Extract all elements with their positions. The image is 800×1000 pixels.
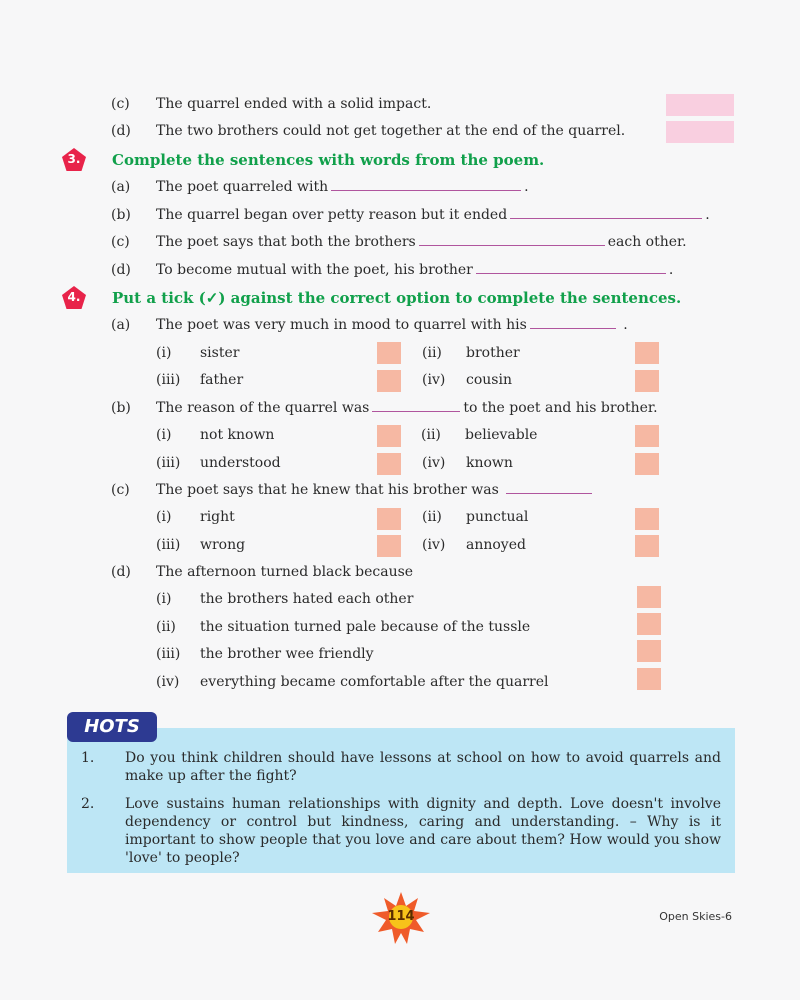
tick-box[interactable]: [635, 425, 659, 447]
option-number: (iv): [156, 674, 180, 690]
page-number: 114: [387, 909, 415, 924]
fill-blank[interactable]: [372, 399, 460, 412]
tick-box[interactable]: [637, 668, 661, 690]
option-number: (ii): [422, 345, 442, 361]
item-label: (b): [111, 207, 131, 223]
question-number-badge: [61, 285, 87, 311]
fill-blank[interactable]: [510, 206, 702, 219]
fill-blank-sentence: The poet says that he knew that his brother was: [156, 481, 595, 499]
answer-box[interactable]: [666, 121, 734, 143]
fill-blank[interactable]: [419, 233, 605, 246]
book-title: Open Skies-6: [659, 910, 732, 923]
option-text: not known: [200, 427, 275, 443]
tick-box[interactable]: [635, 342, 659, 364]
option-number: (iii): [156, 646, 181, 662]
fill-blank-sentence: The poet was very much in mood to quarrel with his .: [156, 317, 628, 333]
tick-box[interactable]: [377, 453, 401, 475]
option-number: (ii): [156, 619, 176, 635]
tick-box[interactable]: [377, 342, 401, 364]
option-text: the situation turned pale because of the tussle: [200, 619, 531, 635]
fill-blank-sentence: To become mutual with the poet, his brother .: [156, 262, 674, 278]
option-text: father: [200, 372, 244, 388]
option-text: believable: [465, 427, 538, 443]
option-text: wrong: [200, 537, 246, 553]
hots-item-number: 1.: [81, 750, 95, 766]
fill-blank-sentence: The quarrel began over petty reason but it ended .: [156, 207, 710, 223]
tick-box[interactable]: [377, 508, 401, 530]
option-number: (iv): [422, 372, 446, 388]
option-text: known: [466, 455, 513, 471]
fill-blank[interactable]: [331, 178, 521, 191]
option-text: the brothers hated each other: [200, 591, 414, 607]
q2-item-label: (d): [111, 123, 131, 139]
tick-box[interactable]: [377, 535, 401, 557]
tick-box[interactable]: [637, 640, 661, 662]
tick-box[interactable]: [635, 453, 659, 475]
fill-blank-sentence: The reason of the quarrel was to the poet and his brother.: [156, 400, 658, 416]
tick-box[interactable]: [635, 370, 659, 392]
tick-box[interactable]: [377, 425, 401, 447]
question-number: 4.: [67, 290, 81, 304]
question-number: 3.: [67, 152, 81, 166]
tick-box[interactable]: [635, 535, 659, 557]
option-number: (iv): [422, 455, 446, 471]
fill-blank-sentence: The poet quarreled with .: [156, 179, 529, 195]
question-number-badge: [61, 147, 87, 173]
option-text: sister: [200, 345, 240, 361]
option-number: (iv): [422, 537, 446, 553]
option-number: (iii): [156, 537, 181, 553]
option-text: annoyed: [466, 537, 526, 553]
item-label: (b): [111, 400, 131, 416]
option-text: brother: [466, 345, 520, 361]
tick-box[interactable]: [637, 613, 661, 635]
option-number: (i): [156, 591, 172, 607]
q2-item-text: The two brothers could not get together at the end of the quarrel.: [156, 123, 626, 139]
hots-item-number: 2.: [81, 796, 95, 812]
option-text: right: [200, 509, 235, 525]
option-number: (ii): [421, 427, 441, 443]
item-label: (a): [111, 179, 131, 195]
option-text: the brother wee friendly: [200, 646, 374, 662]
question-heading: Put a tick (✓) against the correct option to complete the sentences.: [112, 289, 682, 307]
item-label: (c): [111, 234, 130, 250]
hots-title: HOTS: [67, 712, 157, 742]
item-label: (c): [111, 482, 130, 498]
fill-blank-sentence: The poet says that both the brothers each other.: [156, 234, 687, 250]
fill-blank[interactable]: [530, 316, 616, 329]
fill-blank[interactable]: [506, 481, 592, 494]
tick-box[interactable]: [377, 370, 401, 392]
q2-item-label: (c): [111, 96, 130, 112]
option-number: (i): [156, 427, 172, 443]
hots-item-text: Do you think children should have lessons at school on how to avoid quarrels and make up after the fight?: [125, 750, 721, 784]
item-label: (d): [111, 262, 131, 278]
tick-box[interactable]: [635, 508, 659, 530]
fill-blank[interactable]: [476, 261, 666, 274]
answer-box[interactable]: [666, 94, 734, 116]
item-label: (d): [111, 564, 131, 580]
option-text: understood: [200, 455, 281, 471]
page-number-badge: [372, 892, 430, 944]
option-number: (iii): [156, 455, 181, 471]
option-number: (iii): [156, 372, 181, 388]
question-text: The afternoon turned black because: [156, 564, 414, 580]
option-number: (i): [156, 345, 172, 361]
option-text: cousin: [466, 372, 512, 388]
q2-item-text: The quarrel ended with a solid impact.: [156, 96, 432, 112]
option-text: punctual: [466, 509, 529, 525]
question-heading: Complete the sentences with words from the poem.: [112, 151, 545, 169]
tick-box[interactable]: [637, 586, 661, 608]
option-number: (ii): [422, 509, 442, 525]
hots-item-text: Love sustains human relationships with dignity and depth. Love doesn't involve dependency or control but kindness, caring and understanding. – Why is it important to show people that you love and care about them? How would you show 'love' to people?: [125, 796, 721, 866]
option-number: (i): [156, 509, 172, 525]
item-label: (a): [111, 317, 131, 333]
option-text: everything became comfortable after the quarrel: [200, 674, 549, 690]
